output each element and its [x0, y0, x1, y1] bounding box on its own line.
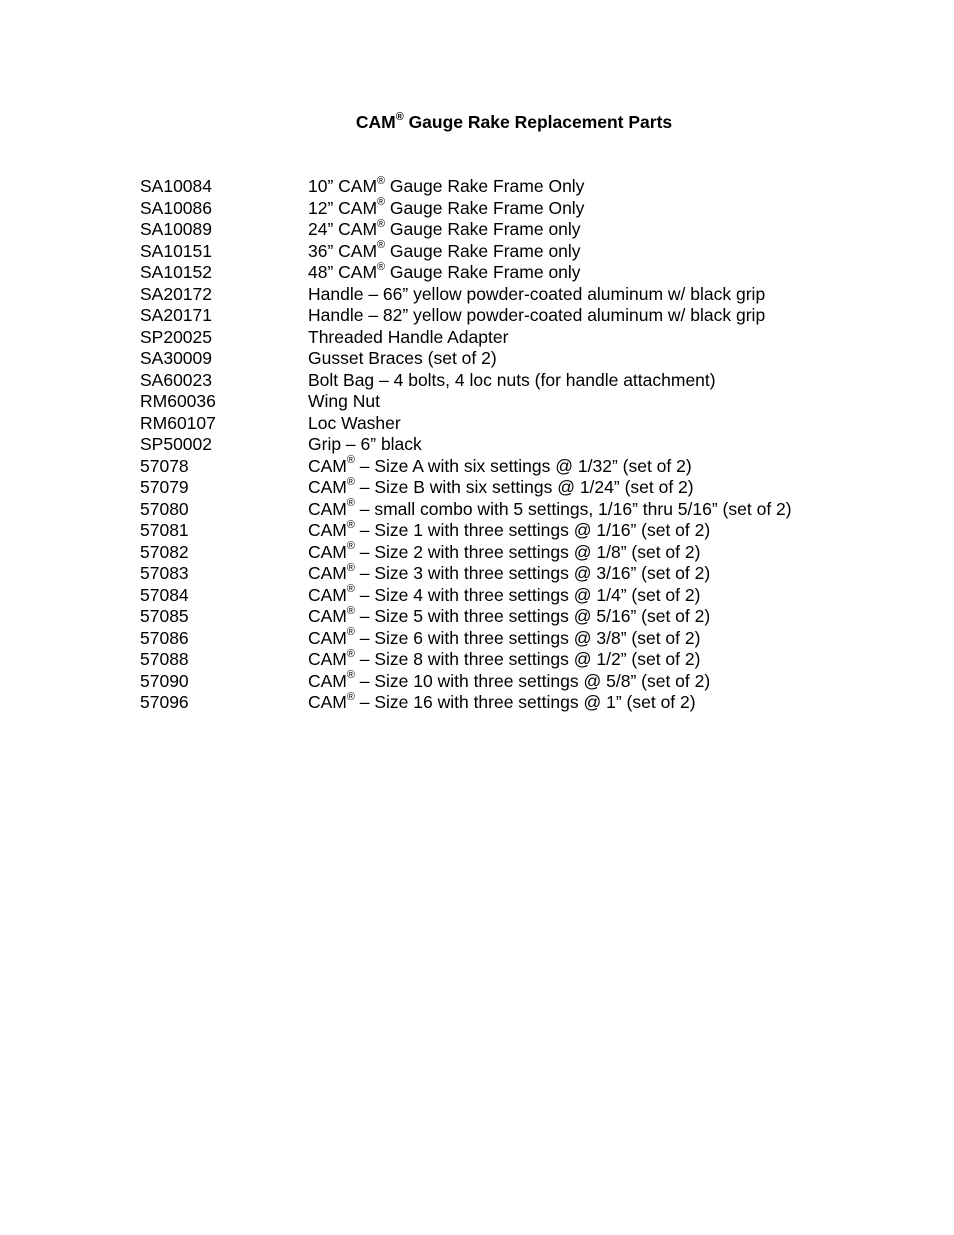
registered-trademark-mark: ® — [346, 647, 355, 660]
description-pre: CAM — [308, 670, 347, 691]
part-description — [308, 649, 920, 671]
part-number: 57083 — [140, 563, 189, 583]
registered-trademark-mark: ® — [346, 690, 355, 703]
description-post: – Size B with six settings @ 1/24” (set of 2) — [354, 477, 694, 497]
part-row — [140, 499, 920, 521]
part-number: 57088 — [140, 649, 189, 669]
part-row — [140, 219, 920, 241]
description-post: Gauge Rake Frame Only — [385, 197, 585, 218]
parts-list — [140, 176, 920, 714]
part-number: SA10151 — [140, 240, 213, 261]
registered-trademark-mark: ® — [346, 561, 355, 574]
part-number: SA10089 — [140, 219, 213, 239]
description-post: – Size 16 with three settings @ 1” (set of 2) — [354, 692, 696, 712]
part-row — [140, 563, 920, 585]
description-post: – Size 2 with three settings @ 1/8” (set of 2) — [354, 541, 701, 562]
description-post: – Size 5 with three settings @ 5/16” (set of 2) — [354, 606, 711, 626]
registered-trademark-mark: ® — [346, 454, 355, 467]
part-description — [308, 391, 920, 413]
registered-trademark-mark: ® — [377, 260, 386, 273]
part-number: 57082 — [140, 541, 189, 562]
part-number: SA10152 — [140, 262, 213, 282]
part-row — [140, 305, 920, 327]
part-number: SA30009 — [140, 348, 213, 368]
part-description — [308, 370, 920, 392]
part-number: SP20025 — [140, 326, 213, 347]
part-description — [308, 477, 920, 499]
description-pre: CAM — [308, 455, 347, 476]
part-number: 57078 — [140, 455, 189, 476]
part-description — [308, 284, 920, 306]
part-description — [308, 542, 920, 564]
registered-trademark-mark: ® — [346, 475, 355, 488]
title-brand: CAM — [355, 112, 396, 132]
part-row — [140, 284, 920, 306]
registered-trademark-mark: ® — [346, 518, 355, 531]
part-row — [140, 198, 920, 220]
registered-trademark-mark: ® — [346, 626, 355, 639]
description-pre: CAM — [308, 541, 347, 562]
registered-trademark-mark: ® — [346, 540, 355, 553]
part-number: RM60036 — [140, 391, 216, 411]
part-row — [140, 628, 920, 650]
part-number: 57081 — [140, 520, 189, 540]
part-number: SP50002 — [140, 434, 213, 454]
description-post: Gauge Rake Frame only — [385, 262, 581, 282]
part-description — [308, 692, 920, 714]
part-row — [140, 542, 920, 564]
description-pre: 12” CAM — [308, 197, 378, 218]
part-description — [308, 327, 920, 349]
part-description — [308, 241, 920, 263]
part-row — [140, 585, 920, 607]
part-number: SA20172 — [140, 283, 213, 304]
description-pre: Loc Washer — [308, 412, 401, 433]
description-post: – Size 6 with three settings @ 3/8” (set of 2) — [354, 627, 701, 648]
part-row — [140, 391, 920, 413]
registered-trademark-mark: ® — [377, 239, 386, 252]
title-text: Gauge Rake Replacement Parts — [403, 112, 673, 132]
description-pre: CAM — [308, 563, 347, 583]
description-pre: CAM — [308, 606, 347, 626]
description-pre: Threaded Handle Adapter — [308, 326, 509, 347]
part-number: SA20171 — [140, 305, 213, 325]
part-description — [308, 628, 920, 650]
part-row — [140, 520, 920, 542]
registered-trademark-mark: ® — [377, 217, 386, 230]
part-number: 57096 — [140, 692, 189, 712]
part-row — [140, 241, 920, 263]
registered-trademark-mark: ® — [346, 604, 355, 617]
part-description — [308, 520, 920, 542]
page-title — [0, 111, 954, 133]
description-post: – Size 3 with three settings @ 3/16” (set of 2) — [354, 563, 711, 583]
part-row — [140, 348, 920, 370]
description-pre: 24” CAM — [308, 219, 378, 239]
description-pre: 48” CAM — [308, 262, 378, 282]
part-number: SA10084 — [140, 176, 213, 196]
part-description — [308, 434, 920, 456]
description-post: – small combo with 5 settings, 1/16” thru 5/16” (set of 2) — [354, 498, 792, 519]
description-pre: CAM — [308, 627, 347, 648]
part-row — [140, 477, 920, 499]
description-post: – Size 10 with three settings @ 5/8” (set of 2) — [354, 670, 711, 691]
part-description — [308, 606, 920, 628]
part-number: 57079 — [140, 477, 189, 497]
description-pre: Bolt Bag – 4 bolts, 4 loc nuts (for handle attachment) — [308, 369, 716, 390]
description-pre: Wing Nut — [308, 391, 380, 411]
registered-trademark-mark: ® — [346, 669, 355, 682]
part-number: SA60023 — [140, 369, 213, 390]
description-pre: CAM — [308, 584, 347, 605]
description-pre: Handle – 66” yellow powder-coated aluminum w/ black grip — [308, 283, 766, 304]
part-row — [140, 671, 920, 693]
description-pre: 36” CAM — [308, 240, 378, 261]
part-number: RM60107 — [140, 412, 216, 433]
description-pre: Handle – 82” yellow powder-coated aluminum w/ black grip — [308, 305, 766, 325]
part-number: 57080 — [140, 498, 189, 519]
part-row — [140, 649, 920, 671]
part-number: 57086 — [140, 627, 189, 648]
description-pre: CAM — [308, 520, 347, 540]
part-number: 57085 — [140, 606, 189, 626]
part-row — [140, 692, 920, 714]
description-pre: Grip – 6” black — [308, 434, 422, 454]
description-post: – Size 1 with three settings @ 1/16” (set of 2) — [354, 520, 711, 540]
part-description — [308, 413, 920, 435]
part-description — [308, 348, 920, 370]
part-row — [140, 434, 920, 456]
part-number: 57090 — [140, 670, 189, 691]
description-pre: CAM — [308, 649, 347, 669]
part-description — [308, 176, 920, 198]
description-post: – Size 4 with three settings @ 1/4” (set of 2) — [354, 584, 701, 605]
part-row — [140, 327, 920, 349]
part-description — [308, 198, 920, 220]
part-description — [308, 219, 920, 241]
description-pre: CAM — [308, 498, 347, 519]
registered-trademark-mark: ® — [377, 196, 386, 209]
part-description — [308, 262, 920, 284]
part-row — [140, 370, 920, 392]
part-row — [140, 262, 920, 284]
registered-trademark-mark: ® — [346, 497, 355, 510]
description-post: Gauge Rake Frame only — [385, 219, 581, 239]
description-pre: CAM — [308, 477, 347, 497]
description-post: – Size A with six settings @ 1/32” (set of 2) — [354, 455, 692, 476]
part-row — [140, 413, 920, 435]
part-description — [308, 585, 920, 607]
part-description — [308, 305, 920, 327]
description-post: Gauge Rake Frame Only — [385, 176, 585, 196]
part-row — [140, 456, 920, 478]
part-description — [308, 563, 920, 585]
registered-trademark-mark: ® — [395, 110, 404, 123]
registered-trademark-mark: ® — [346, 583, 355, 596]
registered-trademark-mark: ® — [377, 174, 386, 187]
part-row — [140, 606, 920, 628]
part-description — [308, 499, 920, 521]
description-pre: CAM — [308, 692, 347, 712]
part-description — [308, 671, 920, 693]
description-post: Gauge Rake Frame only — [385, 240, 581, 261]
part-description — [308, 456, 920, 478]
description-pre: 10” CAM — [308, 176, 378, 196]
part-number: 57084 — [140, 584, 189, 605]
part-number: SA10086 — [140, 197, 213, 218]
description-post: – Size 8 with three settings @ 1/2” (set of 2) — [354, 649, 701, 669]
description-pre: Gusset Braces (set of 2) — [308, 348, 497, 368]
part-row — [140, 176, 920, 198]
